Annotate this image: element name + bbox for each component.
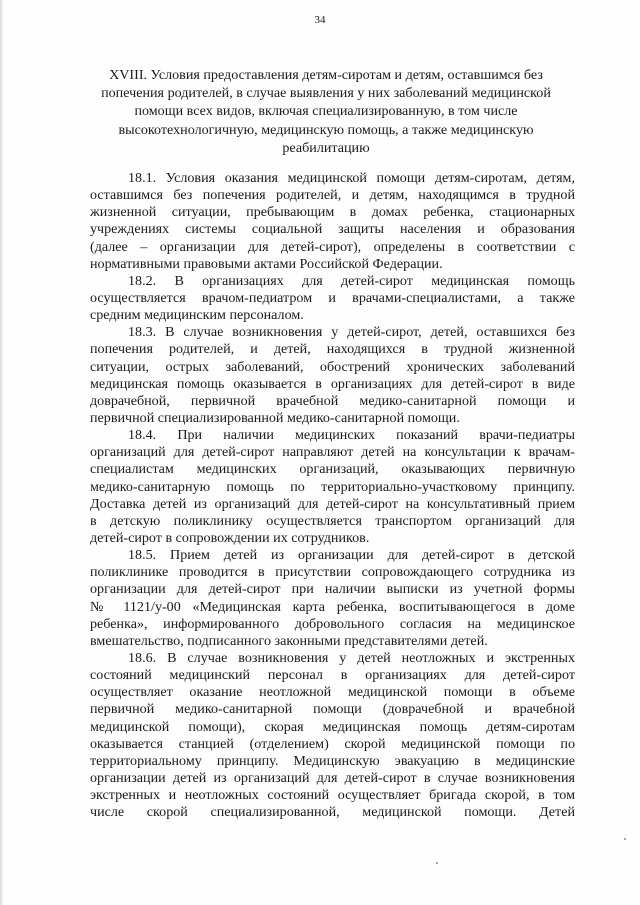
text-line: медицинской помощи), скорая медицинская помощь детям-сиротам: [90, 718, 575, 735]
page-number: 34: [314, 14, 326, 26]
body-text: [90, 170, 575, 821]
text-line: числе скорой специализированной, медицинской помощи. Детей: [90, 804, 575, 821]
heading-line: реабилитацию: [282, 139, 370, 156]
text-line: экстренных и неотложных состояний осуществляет бригада скорой, в том: [90, 787, 575, 804]
heading-line: помощи всех видов, включая специализированную, в том числе: [134, 103, 518, 120]
text-line: 18.5. Прием детей из организации для детей-сирот в детской: [128, 547, 575, 564]
text-line: учреждениях системы социальной защиты населения и образования: [90, 221, 575, 238]
text-line: детей-сирот в сопровождении их сотрудников.: [90, 529, 370, 546]
heading-line: высокотехнологичную, медицинскую помощь, а также медицинскую: [118, 121, 534, 138]
text-line: № 1121/у-00 «Медицинская карта ребенка, воспитывающегося в доме: [90, 598, 575, 615]
text-line: вмешательство, подписанного законными представителями детей.: [90, 632, 488, 649]
text-line: медицинская помощь оказывается в организациях для детей-сирот в виде: [90, 375, 575, 392]
scan-edge: [0, 0, 3, 905]
text-line: медико-санитарную помощь по территориально-участковому принципу.: [90, 478, 575, 495]
text-line: состояний медицинский персонал в организациях для детей-сирот: [90, 667, 575, 684]
text-line: специалистам медицинских организаций, оказывающих первичную: [90, 461, 575, 478]
text-line: осуществляется врачом-педиатром и врачами-специалистами, а также: [90, 289, 575, 306]
text-line: Доставка детей из организаций для детей-сирот на консультативный прием: [90, 495, 575, 512]
text-line: попечения родителей, и детей, находящихся в трудной жизненной: [90, 341, 575, 358]
text-line: жизненной ситуации, пребывающим в домах ребенка, стационарных: [90, 204, 575, 221]
text-line: 18.3. В случае возникновения у детей-сирот, детей, оставшихся без: [128, 324, 575, 341]
text-line: осуществляет оказание неотложной медицинской помощи в объеме: [90, 684, 575, 701]
text-line: оставшимся без попечения родителей, и детям, находящимся в трудной: [90, 187, 575, 204]
text-line: первичной специализированной медико-санитарной помощи.: [90, 409, 460, 426]
text-line: в детскую поликлинику осуществляется транспортом организаций для: [90, 512, 575, 529]
heading-line: XVIII. Условия предоставления детям-сиротам и детям, оставшимся без: [109, 67, 543, 83]
text-line: ребенка», информированного добровольного согласия на медицинское: [90, 615, 575, 632]
text-line: средним медицинским персоналом.: [90, 307, 304, 324]
text-line: 18.6. В случае возникновения у детей неотложных и экстренных: [128, 649, 575, 666]
text-line: 18.2. В организациях для детей-сирот медицинская помощь: [128, 272, 575, 289]
text-line: (далее – организации для детей-сирот), определены в соответствии с: [90, 238, 575, 255]
heading-line: попечения родителей, в случае выявления у них заболеваний медицинской: [101, 85, 551, 102]
text-line: поликлинике проводится в присутствии сопровождающего сотрудника из: [90, 564, 575, 581]
text-line: организации для детей-сирот при наличии выписки из учетной формы: [90, 581, 575, 598]
scan-speck: [436, 862, 438, 864]
text-line: нормативными правовыми актами Российской Федерации.: [90, 255, 443, 272]
text-line: 18.1. Условия оказания медицинской помощи детям-сиротам, детям,: [128, 170, 575, 186]
text-line: первичной медико-санитарной помощи (доврачебной и врачебной: [90, 701, 575, 718]
text-line: организации детей из организаций для детей-сирот в случае возникновения: [90, 769, 575, 786]
text-line: доврачебной, первичной врачебной медико-санитарной помощи и: [90, 392, 575, 409]
text-line: оказывается станцией (отделением) скорой медицинской помощи по: [90, 735, 575, 752]
text-line: ситуации, острых заболеваний, обострений хронических заболеваний: [90, 358, 575, 375]
text-line: организаций для детей-сирот направляют детей на консультации к врачам-: [90, 444, 575, 461]
text-line: территориальному принципу. Медицинскую эвакуацию в медицинские: [90, 752, 575, 769]
scan-speck: [624, 838, 626, 840]
text-line: 18.4. При наличии медицинских показаний врачи-педиатры: [128, 427, 575, 444]
section-heading: [88, 66, 564, 157]
